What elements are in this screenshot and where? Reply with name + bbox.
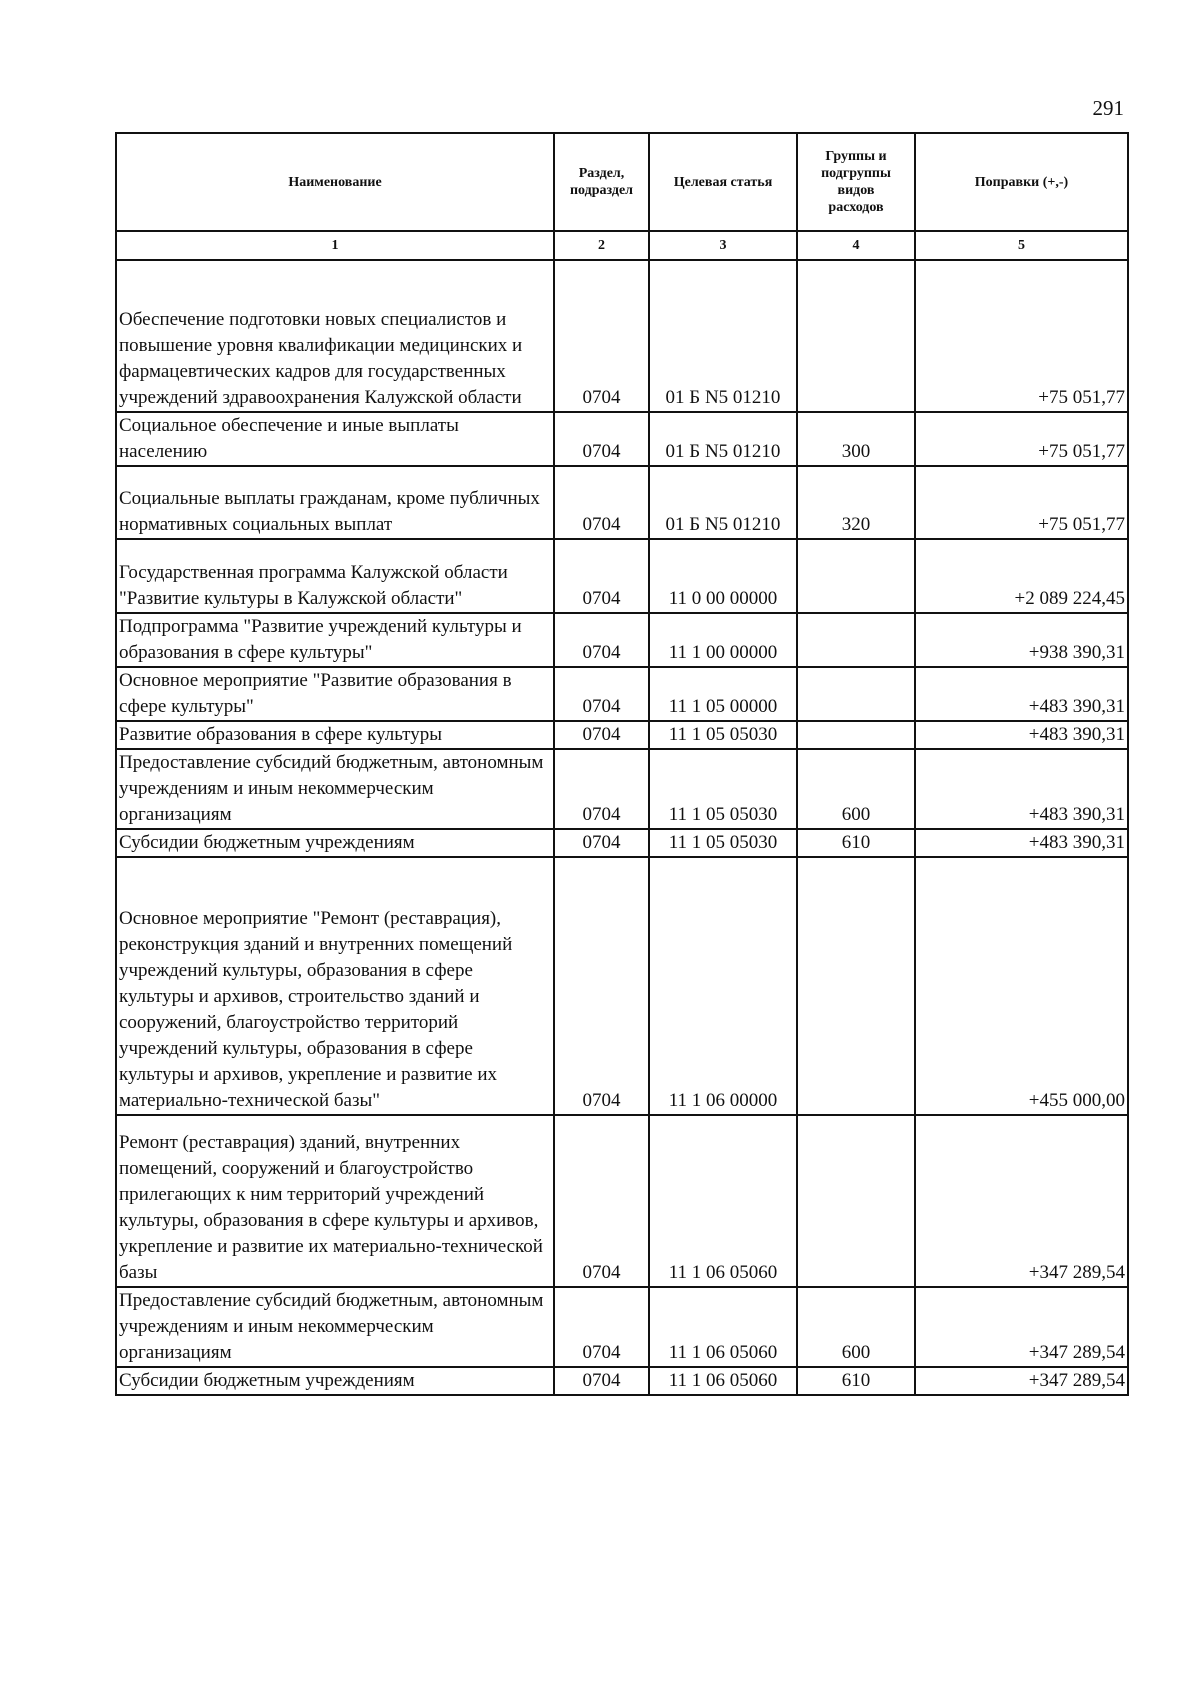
row-amount: +455 000,00 [915, 857, 1128, 1115]
row-section-code: 0704 [554, 1367, 649, 1395]
row-section-code: 0704 [554, 260, 649, 412]
row-name: Предоставление субсидий бюджетным, автономным учреждениям и иным некоммерческим организациям [116, 749, 554, 829]
row-name: Субсидии бюджетным учреждениям [116, 1367, 554, 1395]
row-target-article: 11 1 05 05030 [649, 829, 797, 857]
row-section-code: 0704 [554, 1115, 649, 1287]
row-section-code: 0704 [554, 721, 649, 749]
row-expense-group [797, 613, 915, 667]
row-amount: +938 390,31 [915, 613, 1128, 667]
page-number: 291 [1092, 96, 1124, 120]
table-row [116, 667, 1128, 721]
row-target-article: 11 1 06 05060 [649, 1367, 797, 1395]
row-amount: +347 289,54 [915, 1287, 1128, 1367]
row-section-code: 0704 [554, 749, 649, 829]
column-number: 1 [116, 231, 554, 260]
row-amount: +75 051,77 [915, 260, 1128, 412]
row-expense-group: 610 [797, 829, 915, 857]
row-section-code: 0704 [554, 466, 649, 539]
row-expense-group: 600 [797, 1287, 915, 1367]
row-name: Ремонт (реставрация) зданий, внутренних помещений, сооружений и благоустройство прилегающих к ним территорий учреждений культуры, образования в сфере культуры и архивов, укрепление и развитие их материально-технической базы [116, 1115, 554, 1287]
header-section: Раздел, подраздел [554, 133, 649, 231]
row-expense-group [797, 1115, 915, 1287]
row-section-code: 0704 [554, 1287, 649, 1367]
column-number: 4 [797, 231, 915, 260]
column-number-row [116, 231, 1128, 260]
row-target-article: 01 Б N5 01210 [649, 412, 797, 466]
row-expense-group [797, 667, 915, 721]
table-row [116, 857, 1128, 1115]
row-target-article: 11 1 06 05060 [649, 1115, 797, 1287]
row-target-article: 11 1 05 05030 [649, 749, 797, 829]
row-target-article: 01 Б N5 01210 [649, 260, 797, 412]
header-target-article: Целевая статья [649, 133, 797, 231]
row-name: Основное мероприятие "Ремонт (реставрация), реконструкция зданий и внутренних помещений учреждений культуры, образования в сфере культуры и архивов, строительство зданий и сооружений, благоустройство территорий учреждений культуры, образования в сфере культуры и архивов, укрепление и развитие их материально-технической базы" [116, 857, 554, 1115]
column-number: 5 [915, 231, 1128, 260]
row-target-article: 11 1 06 05060 [649, 1287, 797, 1367]
row-amount: +483 390,31 [915, 749, 1128, 829]
row-name: Основное мероприятие "Развитие образования в сфере культуры" [116, 667, 554, 721]
header-expense-groups: Группы и подгруппы видов расходов [797, 133, 915, 231]
row-expense-group: 300 [797, 412, 915, 466]
table-row [116, 1367, 1128, 1395]
row-target-article: 11 0 00 00000 [649, 539, 797, 613]
row-amount: +2 089 224,45 [915, 539, 1128, 613]
table-row [116, 412, 1128, 466]
row-target-article: 11 1 05 00000 [649, 667, 797, 721]
row-expense-group [797, 857, 915, 1115]
table-row [116, 613, 1128, 667]
row-name: Государственная программа Калужской области "Развитие культуры в Калужской области" [116, 539, 554, 613]
table-row [116, 539, 1128, 613]
row-section-code: 0704 [554, 613, 649, 667]
row-expense-group [797, 539, 915, 613]
table-row [116, 721, 1128, 749]
row-name: Обеспечение подготовки новых специалистов и повышение уровня квалификации медицинских и фармацевтических кадров для государственных учреждений здравоохранения Калужской области [116, 260, 554, 412]
table-row [116, 749, 1128, 829]
table-row [116, 260, 1128, 412]
row-amount: +483 390,31 [915, 721, 1128, 749]
table-row [116, 466, 1128, 539]
row-section-code: 0704 [554, 829, 649, 857]
row-section-code: 0704 [554, 667, 649, 721]
row-amount: +347 289,54 [915, 1115, 1128, 1287]
row-name: Субсидии бюджетным учреждениям [116, 829, 554, 857]
row-name: Социальное обеспечение и иные выплаты населению [116, 412, 554, 466]
row-expense-group: 320 [797, 466, 915, 539]
row-expense-group [797, 260, 915, 412]
row-amount: +75 051,77 [915, 412, 1128, 466]
row-expense-group: 610 [797, 1367, 915, 1395]
row-expense-group: 600 [797, 749, 915, 829]
row-name: Подпрограмма "Развитие учреждений культуры и образования в сфере культуры" [116, 613, 554, 667]
row-section-code: 0704 [554, 412, 649, 466]
column-number: 3 [649, 231, 797, 260]
table-row [116, 1115, 1128, 1287]
row-name: Предоставление субсидий бюджетным, автономным учреждениям и иным некоммерческим организациям [116, 1287, 554, 1367]
table-row [116, 829, 1128, 857]
table-row [116, 1287, 1128, 1367]
row-amount: +483 390,31 [915, 829, 1128, 857]
row-expense-group [797, 721, 915, 749]
table-header-row [116, 133, 1128, 231]
row-target-article: 11 1 05 05030 [649, 721, 797, 749]
row-section-code: 0704 [554, 539, 649, 613]
budget-amendments-table [115, 132, 1129, 1396]
column-number: 2 [554, 231, 649, 260]
row-target-article: 01 Б N5 01210 [649, 466, 797, 539]
header-name: Наименование [116, 133, 554, 231]
row-amount: +347 289,54 [915, 1367, 1128, 1395]
row-section-code: 0704 [554, 857, 649, 1115]
row-amount: +483 390,31 [915, 667, 1128, 721]
row-name: Социальные выплаты гражданам, кроме публичных нормативных социальных выплат [116, 466, 554, 539]
row-target-article: 11 1 00 00000 [649, 613, 797, 667]
row-name: Развитие образования в сфере культуры [116, 721, 554, 749]
header-amendments: Поправки (+,-) [915, 133, 1128, 231]
row-amount: +75 051,77 [915, 466, 1128, 539]
row-target-article: 11 1 06 00000 [649, 857, 797, 1115]
